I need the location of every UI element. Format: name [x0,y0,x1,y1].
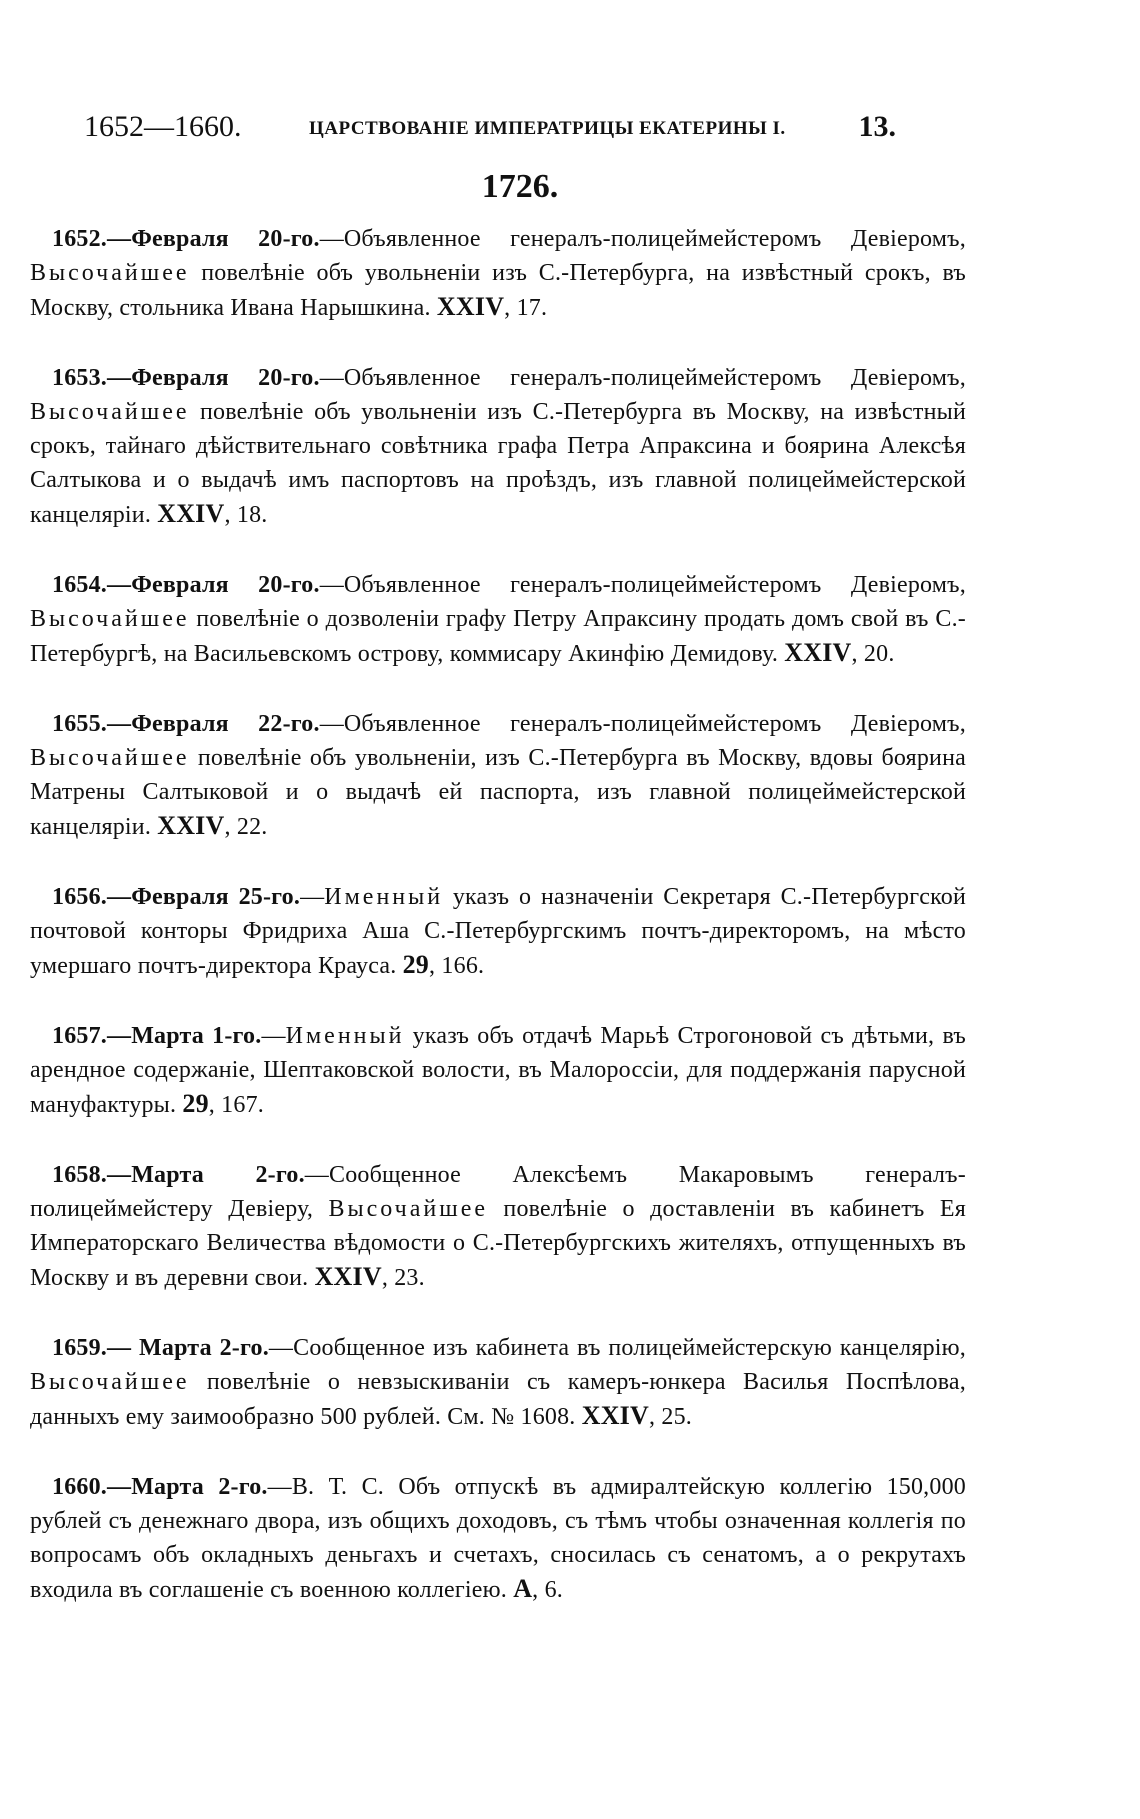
entry-number: 1655. [52,711,107,737]
entry-text-cont: указъ объ отдачѣ Марьѣ Строгоновой съ дѣтьми, въ арендное содержаніе, Шептаковской волости, въ Малороссіи, для поддержанія парусной мануфактуры. [30,1023,966,1118]
entry-text: —Объявленное генералъ-полицеймейстеромъ Девіеромъ, [319,711,966,737]
entry-text: —Сообщенное изъ кабинета въ полицеймейстерскую канцелярію, [268,1335,966,1361]
entry-text-cont: повелѣніе о доставленіи въ кабинетъ Ея Императорскаго Величества вѣдомости о С.-Петербургскихъ жителяхъ, отпущенныхъ въ Москву и въ деревни свои. [30,1196,966,1291]
entries-list [30,222,966,1643]
entry-text: —Объявленное генералъ-полицеймейстеромъ Девіеромъ, [319,226,966,252]
entry-date: —Февраля 20-го. [107,365,320,391]
entry-1658 [30,1158,966,1295]
page-ref: , 23. [381,1265,425,1291]
entry-number: 1654. [52,572,107,598]
entry-spaced-word: Именный [324,884,444,910]
entry-1657 [30,1019,966,1122]
entry-date: —Марта 1-го. [107,1023,262,1049]
entry-text-cont: повелѣніе объ увольненіи, изъ С.-Петербурга въ Москву, вдовы боярина Матрены Салтыковой и о выдачѣ ей паспорта, изъ главной полицеймейстерской канцеляріи. [30,745,966,840]
entry-text: — [261,1023,286,1049]
volume-ref: A [513,1574,533,1603]
entry-text: — [300,884,325,910]
entry-1659 [30,1331,966,1434]
page-ref: , 20. [851,641,895,667]
entry-number: 1657. [52,1023,107,1049]
entry-date: —Февраля 25-го. [107,884,301,910]
entry-1654 [30,568,966,671]
page-ref: , 167. [208,1092,264,1118]
running-head [84,110,896,154]
page-ref: , 25. [648,1404,692,1430]
entry-date: —Февраля 22-го. [107,711,320,737]
volume-ref: XXIV [157,499,225,528]
year-heading: 1726. [481,168,559,205]
entry-text-cont: повелѣніе объ увольненіи изъ С.-Петербурга, на извѣстный срокъ, въ Москву, стольника Ивана Нарышкина. [30,260,966,321]
entry-spaced-word: Высочайшее [30,399,190,425]
entry-1660 [30,1470,966,1607]
running-title: ЦАРСТВОВАНІЕ ИМПЕРАТРИЦЫ ЕКАТЕРИНЫ I. [309,118,786,139]
entry-date: —Марта 2-го. [107,1162,305,1188]
volume-ref: 29 [182,1089,209,1118]
entry-text-cont: повелѣніе о дозволеніи графу Петру Апраксину продать домъ свой въ С.-Петербургѣ, на Васильевскомъ острову, коммисару Акинфію Демидову. [30,606,966,667]
page-ref: , 17. [504,295,548,321]
entry-text: —Объявленное генералъ-полицеймейстеромъ Девіеромъ, [319,365,966,391]
volume-ref: XXIV [436,292,505,321]
page-number: 13. [858,110,896,143]
page-ref: , 18. [224,502,268,528]
volume-ref: XXIV [157,811,225,840]
volume-ref: 29 [402,950,430,979]
entry-text: —В. Т. С. Объ отпускѣ въ адмиралтейскую коллегію 150,000 рублей съ денежнаго двора, изъ общихъ доходовъ, съ тѣмъ чтобы означенная коллегія по вопросамъ объ окладныхъ деньгахъ и счетахъ, сносилась съ сенатомъ, а о рекрутахъ входила въ соглашеніе съ военною коллегіею. [30,1474,966,1603]
entry-number: 1653. [52,365,107,391]
volume-ref: XXIV [314,1262,382,1291]
entry-spaced-word: Именный [285,1023,405,1049]
entry-text-cont: указъ о назначеніи Секретаря С.-Петербургской почтовой конторы Фридриха Аша С.-Петербургскимъ почтъ-директоромъ, на мѣсто умершаго почтъ-директора Крауса. [30,884,966,979]
entry-range: 1652—1660. [84,110,242,143]
volume-ref: XXIV [581,1401,649,1430]
entry-spaced-word: Высочайшее [30,606,190,632]
entry-1653 [30,361,966,532]
entry-1652 [30,222,966,325]
entry-date: —Марта 2-го. [107,1474,268,1500]
entry-number: 1659. [52,1335,107,1361]
volume-ref: XXIV [784,638,852,667]
entry-text: —Сообщенное Алексѣемъ Макаровымъ генералъ-полицеймейстеру Девіеру, [30,1162,966,1222]
entry-1656 [30,880,966,983]
entry-spaced-word: Высочайшее [30,260,190,286]
entry-date: —Февраля 20-го. [107,226,320,252]
entry-spaced-word: Высочайшее [30,1369,190,1395]
entry-text: —Объявленное генералъ-полицеймейстеромъ Девіеромъ, [319,572,966,598]
entry-number: 1660. [52,1474,107,1500]
entry-spaced-word: Высочайшее [328,1196,489,1222]
entry-1655 [30,707,966,844]
page-ref: , 22. [224,814,268,840]
page-ref: , 6. [532,1577,563,1603]
entry-date: —Февраля 20-го. [107,572,320,598]
entry-number: 1656. [52,884,107,910]
entry-date: — Марта 2-го. [107,1335,269,1361]
entry-text-cont: повелѣніе о невзыскиваніи съ камеръ-юнкера Василья Поспѣлова, данныхъ ему заимообразно 500 рублей. См. № 1608. [30,1369,966,1430]
entry-spaced-word: Высочайшее [30,745,190,771]
entry-text-cont: повелѣніе объ увольненіи изъ С.-Петербурга въ Москву, на извѣстный срокъ, тайнаго дѣйствительнаго совѣтника графа Петра Апраксина и боярина Алексѣя Салтыкова и о выдачѣ имъ паспортовъ на проѣздъ, изъ главной полицеймейстерской канцеляріи. [30,399,966,528]
entry-number: 1652. [52,226,107,252]
entry-number: 1658. [52,1162,107,1188]
page-ref: , 166. [429,953,485,979]
